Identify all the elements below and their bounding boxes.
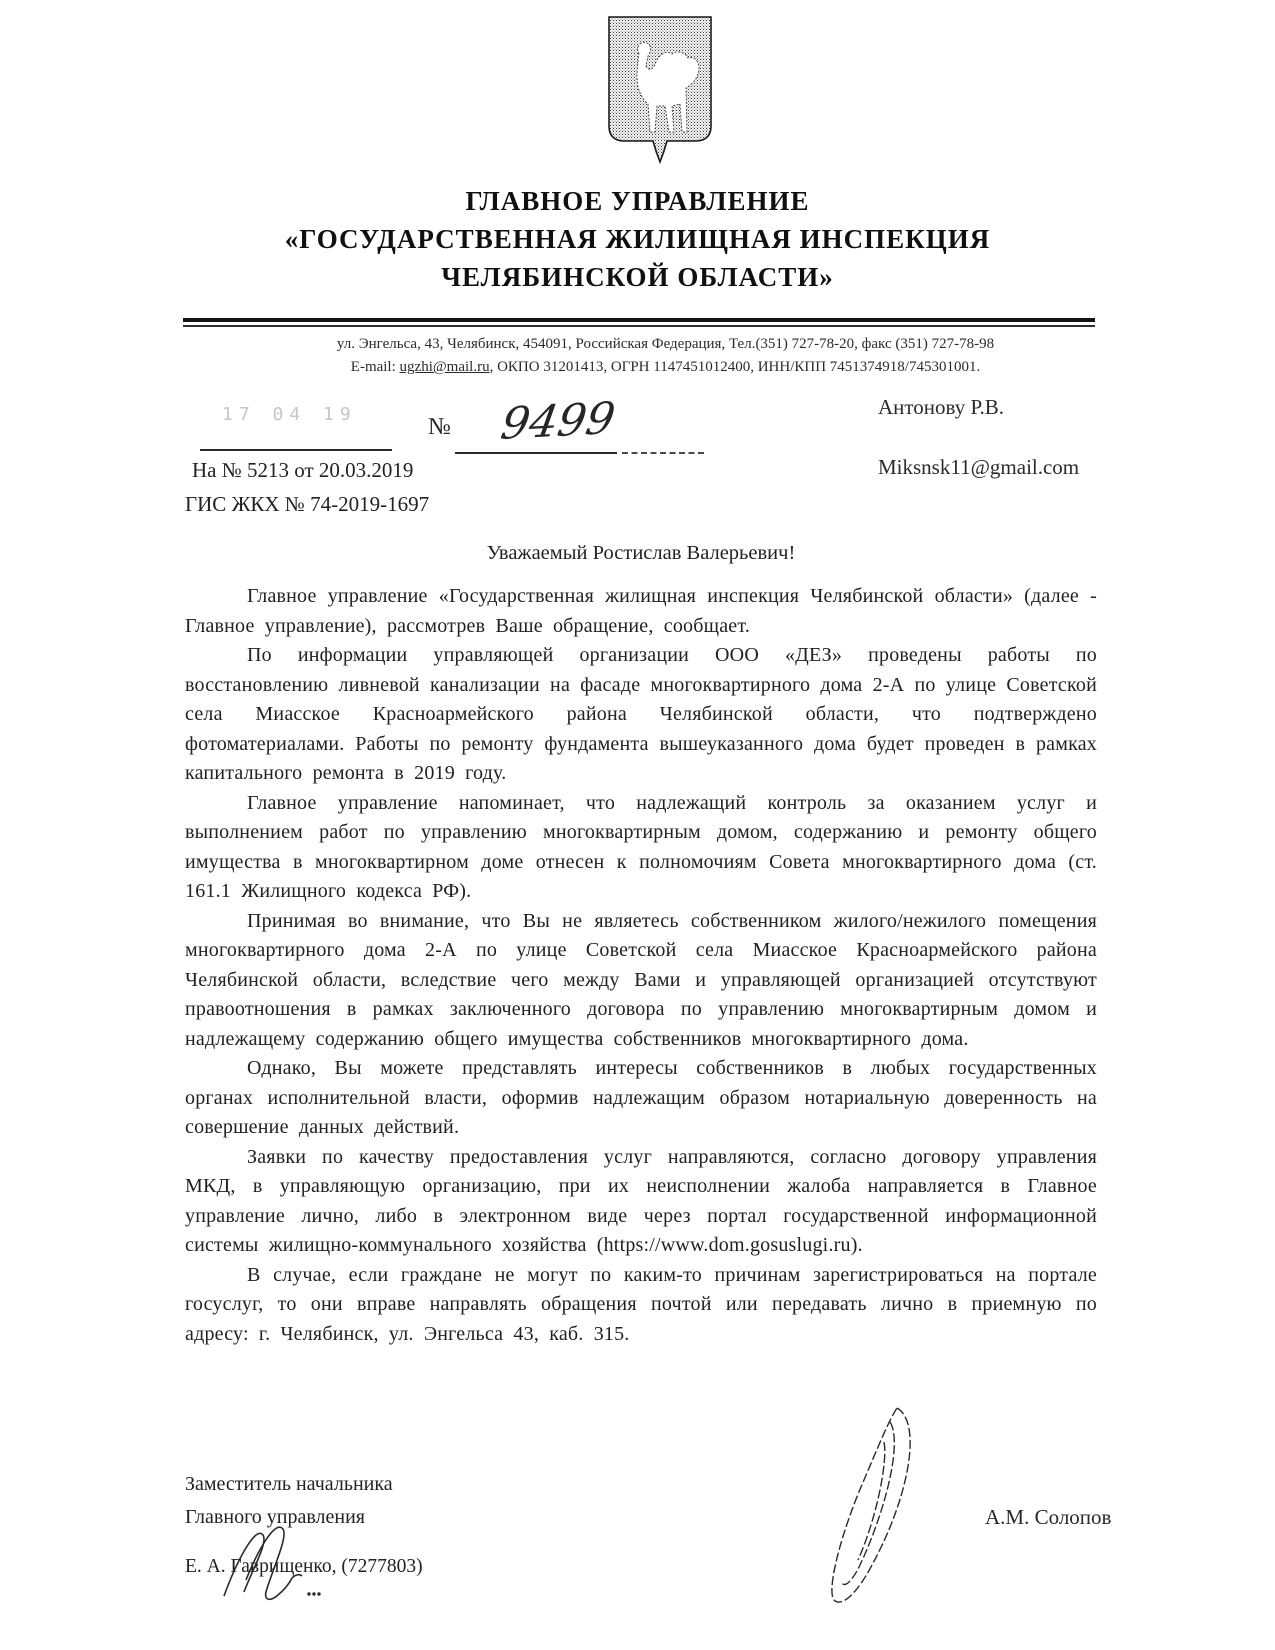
reply-reference: На № 5213 от 20.03.2019: [192, 458, 414, 482]
address-line2-suffix: , ОКПО 31201413, ОГРН 1147451012400, ИНН/КПП 7451374918/745301001.: [489, 359, 981, 375]
number-underline-dashed: [622, 452, 704, 454]
body-paragraph-6: Заявки по качеству предоставления услуг направляются, согласно договору управления МКД, в управляющую организацию, при их неисполнении жалоба направляется в Главное управление лично, либо в электронном виде через портал государственной информационной системы жилищно-коммунального хозяйства (https://www.dom.gosuslugi.ru).: [185, 1145, 1097, 1256]
address-line1: ул. Энгельса, 43, Челябинск, 454091, Российская Федерация, Тел.(351) 727-78-20, факс (351) 727-78-98: [336, 336, 995, 352]
executor-signature-squiggle: [216, 1508, 336, 1603]
number-sign: №: [428, 414, 451, 440]
org-title-line1: ГЛАВНОЕ УПРАВЛЕНИЕ: [465, 186, 810, 216]
addressee-email: Miksnsk11@gmail.com: [878, 455, 1080, 479]
gis-zhkh-reference: ГИС ЖКХ № 74-2019-1697: [185, 492, 430, 516]
signer-name: А.М. Солопов: [985, 1505, 1112, 1529]
address-email-prefix: E-mail:: [350, 359, 400, 375]
date-underline: [200, 449, 392, 451]
addressee-name: Антонову Р.В.: [878, 395, 1005, 419]
body-paragraph-5: Однако, Вы можете представлять интересы собственников в любых государственных органах исполнительной власти, оформив надлежащим образом нотариальную доверенность на совершение данных действий.: [185, 1057, 1097, 1138]
executor-name: Е. А. Гаврищенко, (7277803): [185, 1556, 423, 1577]
number-underline: [455, 452, 617, 454]
letterhead-rule-thick: [183, 318, 1095, 322]
org-title-line3: ЧЕЛЯБИНСКОЙ ОБЛАСТИ»: [441, 262, 834, 292]
organization-title: [0, 182, 1275, 296]
body-paragraph-1: Главное управление «Государственная жилищная инспекция Челябинской области» (далее - Главное управление), рассмотрев Ваше обращение, сообщает.: [185, 585, 1097, 637]
letter-body: [185, 582, 1097, 1349]
signer-position-line2: Главного управления: [185, 1506, 365, 1528]
body-paragraph-2: По информации управляющей организации ООО «ДЕЗ» проведены работы по восстановлению ливневой канализации на фасаде многоквартирного дома 2-А по улице Советской села Миасское Красноармейского района Челябинской области, что подтверждено фотоматериалами. Работы по ремонту фундамента вышеуказанного дома будет проведен в рамках капитального ремонта в 2019 году.: [185, 644, 1097, 784]
org-email: ugzhi@mail.ru: [399, 359, 490, 375]
body-paragraph-3: Главное управление напоминает, что надлежащий контроль за оказанием услуг и выполнением работ по управлению многоквартирным домом, содержанию и ремонту общего имущества в многоквартирном доме отнесен к полномочиям Совета многоквартирного дома (ст. 161.1 Жилищного кодекса РФ).: [185, 791, 1097, 902]
org-title-line2: «ГОСУДАРСТВЕННАЯ ЖИЛИЩНАЯ ИНСПЕКЦИЯ: [284, 224, 991, 254]
salutation: Уважаемый Ростислав Валерьевич!: [486, 542, 796, 564]
address-line2: [228, 356, 1103, 379]
organization-address: [228, 333, 1103, 379]
date-stamp: 17 04 19: [222, 404, 357, 425]
coat-of-arms-emblem: [600, 14, 720, 164]
body-paragraph-4: Принимая во внимание, что Вы не являетесь собственником жилого/нежилого помещения многоквартирного дома 2-А по улице Советской села Миасское Красноармейского района Челябинской области, вследствие чего между Вами и управляющей организацией отсутствуют правоотношения в рамках заключенного договора по управлению многоквартирным домом и надлежащему содержанию общего имущества собственников многоквартирного дома.: [185, 909, 1097, 1050]
body-paragraph-7: В случае, если граждане не могут по каким-то причинам зарегистрироваться на портале госуслуг, то они вправе направлять обращения почтой или передавать лично в приемную по адресу: г. Челябинск, ул. Энгельса 43, каб. 315.: [185, 1263, 1097, 1345]
signer-position-line1: Заместитель начальника: [185, 1473, 393, 1495]
outgoing-number-handwritten: 9499: [497, 393, 619, 450]
signature-flourish: [792, 1400, 942, 1610]
letterhead-rule-thin: [183, 325, 1095, 327]
